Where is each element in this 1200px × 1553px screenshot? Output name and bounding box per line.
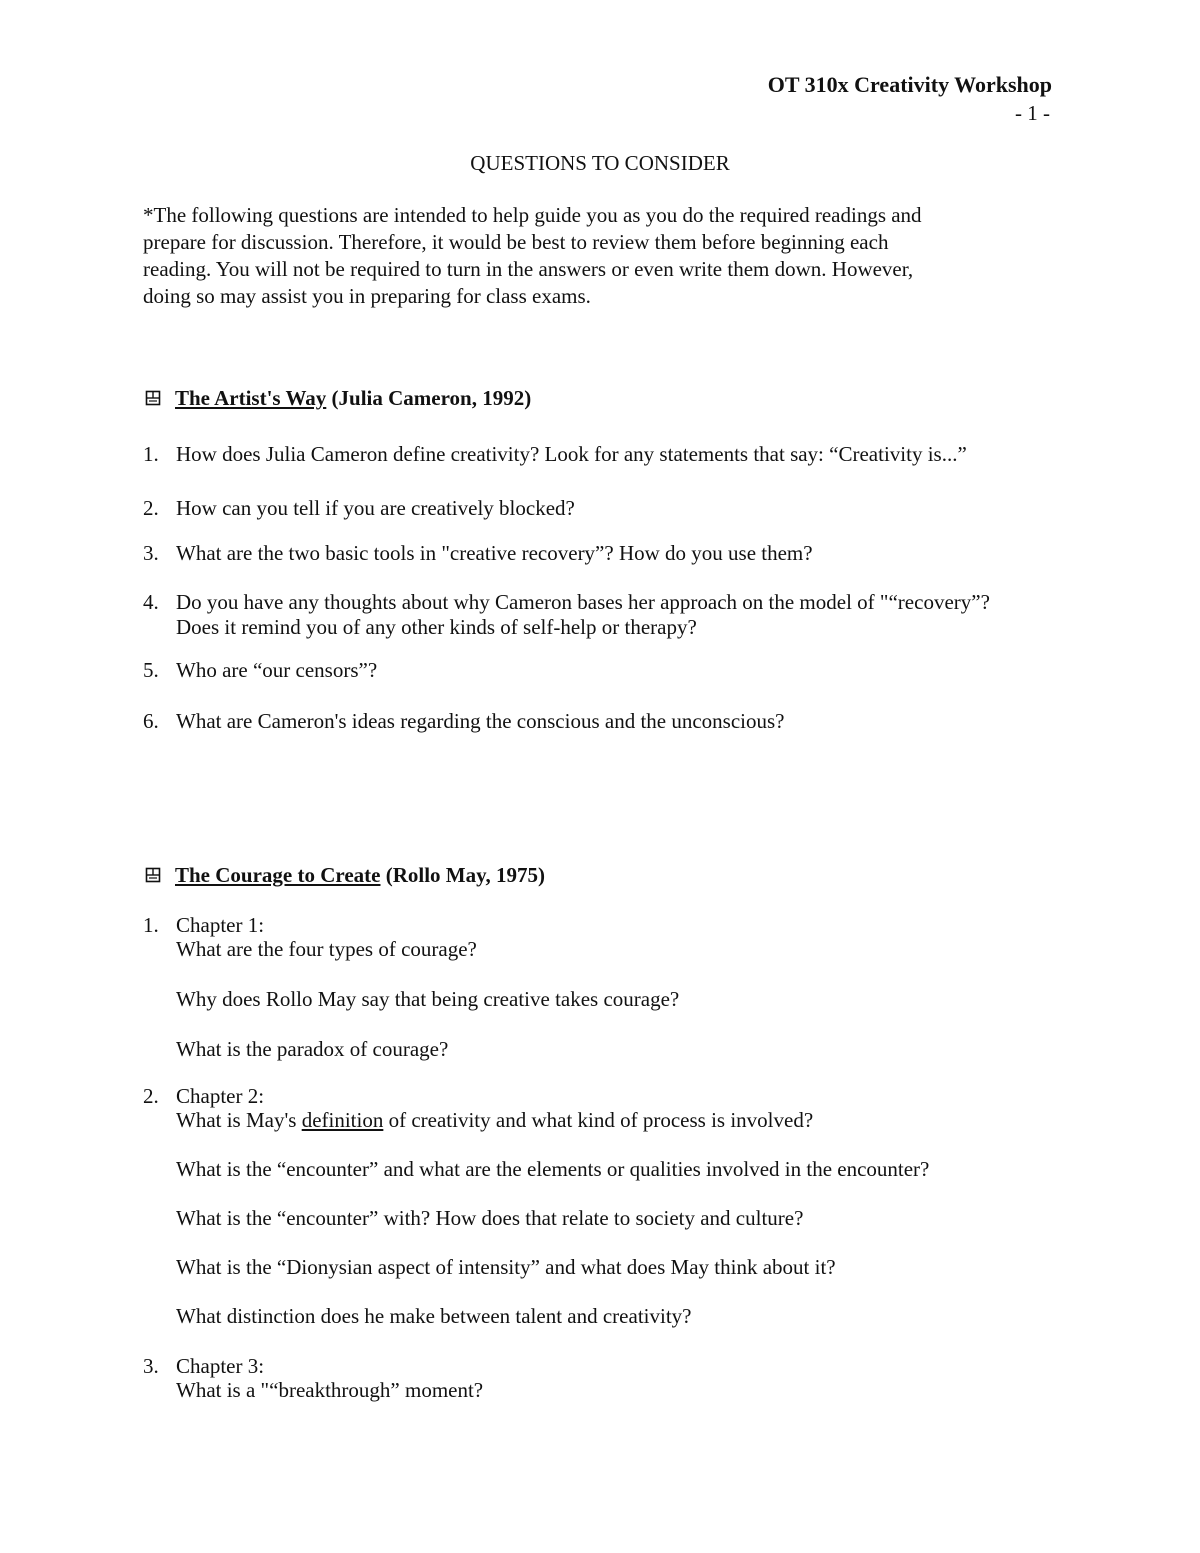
section-heading-artists-way xyxy=(145,386,531,411)
chapter-question: What is the “Dionysian aspect of intensity” and what does May think about it? xyxy=(176,1255,836,1279)
item-number: 4. xyxy=(143,590,159,614)
book-author-year: (Rollo May, 1975) xyxy=(380,863,545,887)
item-text: Do you have any thoughts about why Cameron bases her approach on the model of "“recovery”? xyxy=(176,590,990,614)
underlined-term: definition xyxy=(301,1108,384,1132)
chapter-label: Chapter 3: xyxy=(176,1354,265,1378)
chapter-question: What is May's definition of creativity and what kind of process is involved? xyxy=(176,1108,814,1132)
book-title: The Courage to Create xyxy=(175,863,381,887)
book-author-year: (Julia Cameron, 1992) xyxy=(326,386,532,410)
chapter-label: Chapter 1: xyxy=(176,913,265,937)
chapter-question: What are the four types of courage? xyxy=(176,937,477,961)
item-number: 3. xyxy=(143,541,159,565)
intro-line: *The following questions are intended to help guide you as you do the required readings and xyxy=(143,203,922,227)
chapter-question: What is a "“breakthrough” moment? xyxy=(176,1378,484,1402)
chapter-label: Chapter 2: xyxy=(176,1084,265,1108)
item-text-continued: Does it remind you of any other kinds of self-help or therapy? xyxy=(176,615,697,639)
item-number: 6. xyxy=(143,709,159,733)
book-title: The Artist's Way xyxy=(175,386,327,410)
item-text: Who are “our censors”? xyxy=(176,658,378,682)
intro-paragraph xyxy=(143,202,1063,310)
item-number: 3. xyxy=(143,1354,159,1378)
item-text: How can you tell if you are creatively blocked? xyxy=(176,496,575,520)
item-number: 2. xyxy=(143,1084,159,1108)
chapter-question: Why does Rollo May say that being creative takes courage? xyxy=(176,987,680,1011)
section-heading-courage-to-create xyxy=(145,863,545,888)
item-text: How does Julia Cameron define creativity? Look for any statements that say: “Creativity is...” xyxy=(176,442,967,466)
item-text: What are the two basic tools in "creative recovery”? How do you use them? xyxy=(176,541,813,565)
item-number: 1. xyxy=(143,913,159,937)
intro-line: prepare for discussion. Therefore, it would be best to review them before beginning each xyxy=(143,230,889,254)
chapter-question: What is the paradox of courage? xyxy=(176,1037,449,1061)
chapter-question: What distinction does he make between talent and creativity? xyxy=(176,1304,692,1328)
item-number: 5. xyxy=(143,658,159,682)
item-number: 1. xyxy=(143,442,159,466)
book-icon xyxy=(145,867,161,883)
intro-line: doing so may assist you in preparing for class exams. xyxy=(143,284,591,308)
chapter-question: What is the “encounter” and what are the elements or qualities involved in the encounter? xyxy=(176,1157,930,1181)
page-number: - 1 - xyxy=(1015,101,1050,125)
page-heading: QUESTIONS TO CONSIDER xyxy=(470,151,730,175)
item-text: What are Cameron's ideas regarding the conscious and the unconscious? xyxy=(176,709,785,733)
item-number: 2. xyxy=(143,496,159,520)
chapter-question: What is the “encounter” with? How does that relate to society and culture? xyxy=(176,1206,804,1230)
book-icon xyxy=(145,390,161,406)
intro-line: reading. You will not be required to turn in the answers or even write them down. However, xyxy=(143,257,914,281)
course-title: OT 310x Creativity Workshop xyxy=(767,72,1052,97)
